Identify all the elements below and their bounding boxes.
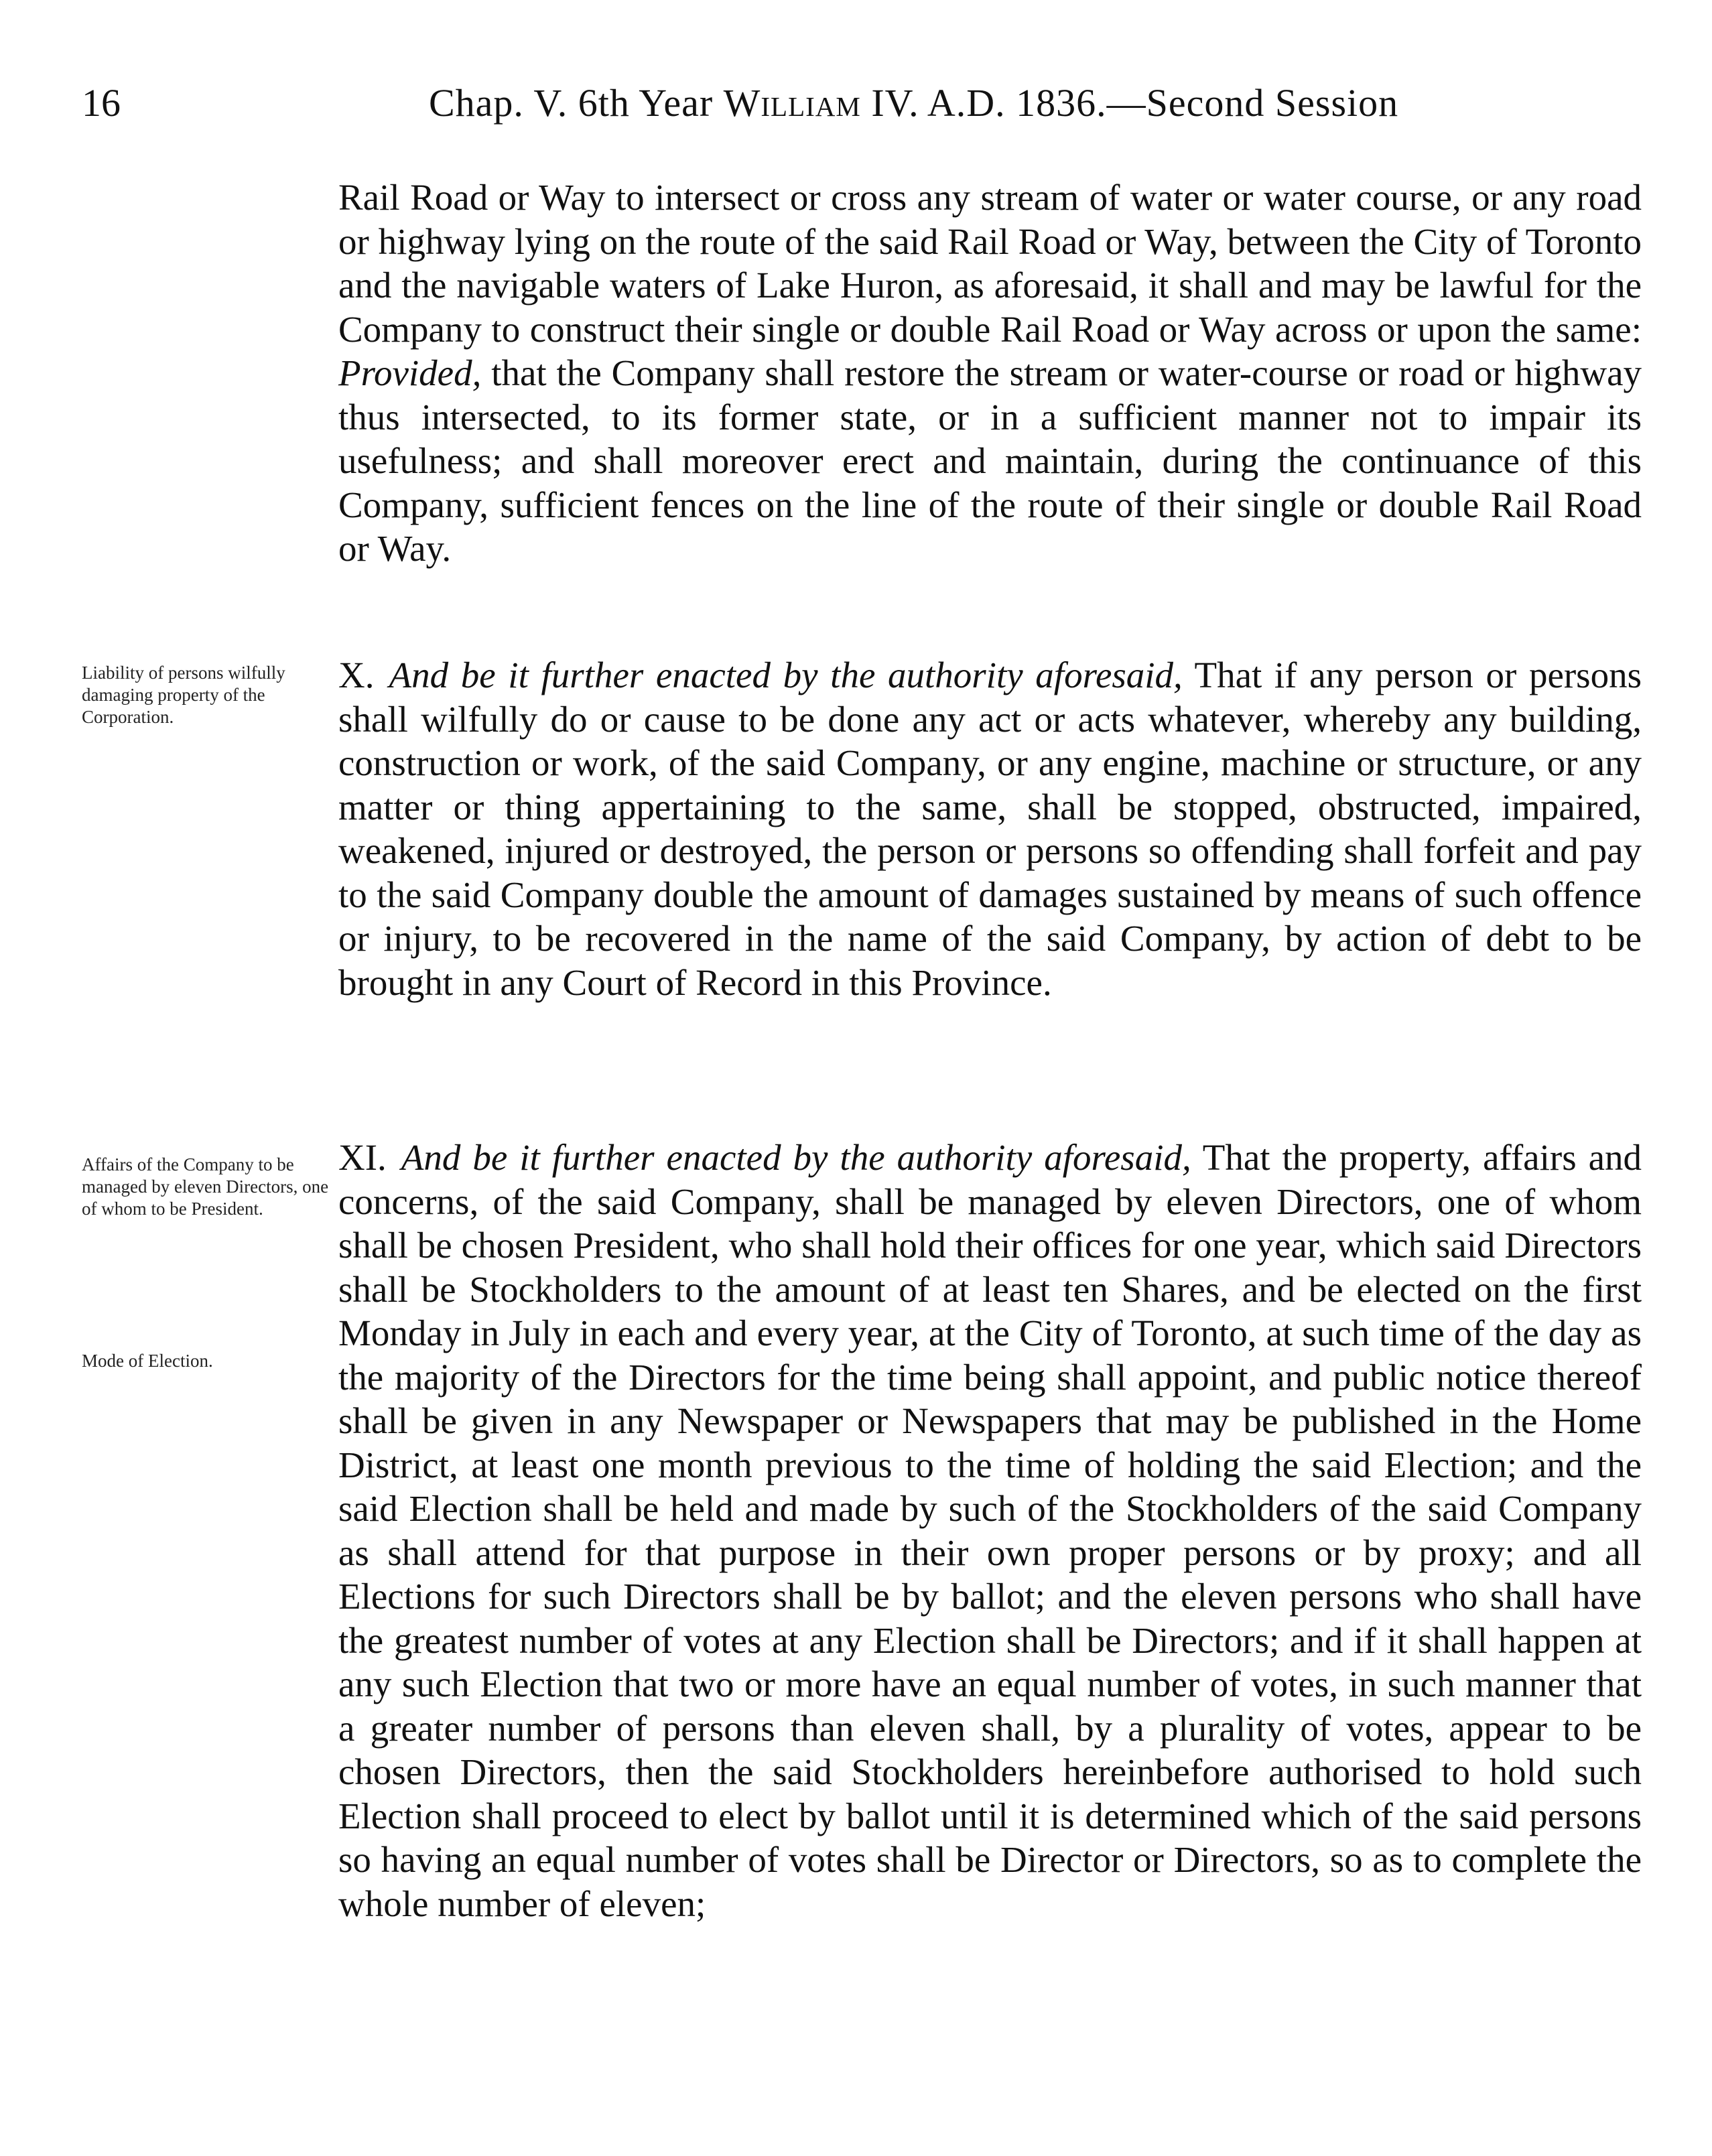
section-text: That if any person or persons shall wilfully do or cause to be done any act or acts whatever, whereby any building, construction or work, of the said Company, or any engine, machine or structure, or any matter or thing appertaining to the same, shall be stopped, obstructed, impaired, weakened, injured or destroyed, the person or persons so offending shall forfeit and pay to the said Company double the amount of damages sustained by means of such offence or injury, to be recovered in the name of the said Company, by action of debt to be brought in any Court of Record in this Province. [338,655,1642,1003]
running-head-title [429,80,1398,125]
paragraph-text: that the Company shall restore the stream or water-course or road or highway thus intersected, to its former state, or in a sufficient manner not to impair its usefulness; and shall moreover erect and maintain, during the continuance of this Company, sufficient fences on the line of the route of their single or double Rail Road or Way. [338,352,1642,569]
chapter-label: Chap. V. 6th Year [429,81,724,125]
section-number: X. [338,655,375,695]
margin-note-election: Mode of Election. [82,1351,213,1371]
proviso-word: Provided, [338,352,482,393]
section-text: That the property, affairs and concerns, of the said Company, shall be managed by eleven Directors, one of whom shall be chosen President, who shall hold their offices for one year, which said Directors shall be Stockholders to the amount of at least ten Shares, and be elected on the first Monday in July in each and every year, at the City of Toronto, at such time of the day as the majority of the Directors for the time being shall appoint, and public notice thereof shall be given in any Newspaper or Newspapers that may be published in the Home District, at least one month previous to the time of holding the said Election; and the said Election shall be held and made by such of the Stockholders of the said Company as shall attend for that purpose in their own proper persons or by proxy; and all Elections for such Directors shall be by ballot; and the eleven persons who shall have the greatest number of votes at any Election shall be Directors; and if it shall happen at any such Election that two or more have an equal number of votes, in such manner that a greater number of persons than eleven shall, by a plurality of votes, appear to be chosen Directors, then the said Stockholders hereinbefore authorised to hold such Election shall proceed to elect by ballot until it is determined which of the said persons so having an equal number of votes shall be Director or Directors, so as to complete the whole number of eleven; [338,1137,1642,1924]
page-number: 16 [82,81,121,125]
section-number: XI. [338,1137,387,1178]
running-header [0,80,1712,141]
king-name: William [723,81,861,125]
paragraph-text: Rail Road or Way to intersect or cross any stream of water or water course, or any road or highway lying on the route of the said Rail Road or Way, between the City of Toronto and the navigable waters of Lake Huron, as aforesaid, it shall and may be lawful for the Company to construct their single or double Rail Road or Way across or upon the same: [338,177,1642,350]
enacting-clause: And be it further enacted by the authority aforesaid, [401,1137,1191,1178]
margin-note-liability: Liability of persons wilfully damaging property of the Corporation. [82,663,285,727]
section-xi [338,1136,1642,1926]
section-x [338,653,1642,1004]
paragraph-continuation [338,176,1642,571]
session-label: IV. A.D. 1836.—Second Session [860,81,1399,125]
enacting-clause: And be it further enacted by the authority aforesaid, [389,655,1183,695]
margin-note-directors: Affairs of the Company to be managed by eleven Directors, one of whom to be President. [82,1154,329,1219]
